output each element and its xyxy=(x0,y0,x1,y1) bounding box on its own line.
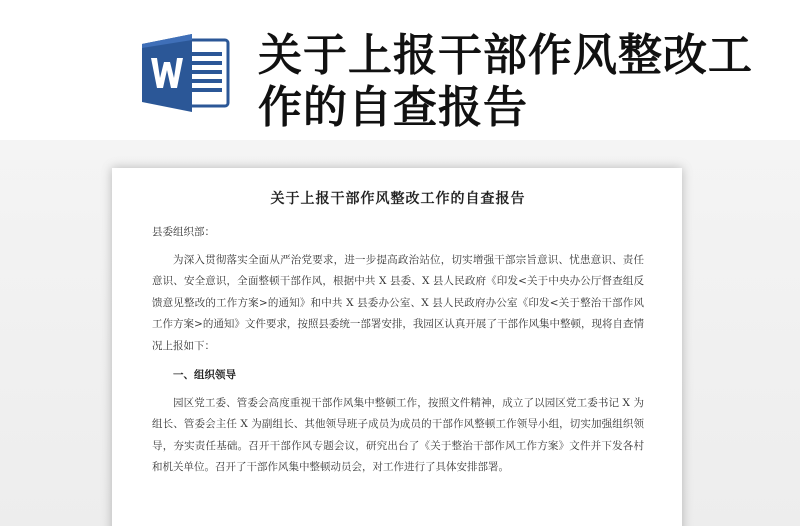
banner xyxy=(0,0,800,140)
word-document-icon xyxy=(142,34,230,112)
document-title: 关于上报干部作风整改工作的自查报告 xyxy=(270,191,526,207)
document-intro-paragraph: 为深入贯彻落实全面从严治党要求，进一步提高政治站位，切实增强干部宗旨意识、忧患意识、责任意识、安全意识，全面整顿干部作风，根据中共 X 县委、X 县人民政府《印发<关于中央办公厅督查组反馈意见整改的工作方案>的通知》和中共 X 县委办公室、X 县人民政府办公室《印发<关于整治干部作风工作方案>的通知》文件要求，按照县委统一部署安排，我园区认真开展了干部作风集中整顿，现将自查情况上报如下： xyxy=(152,253,644,352)
section-body-organization: 园区党工委、管委会高度重视干部作风集中整顿工作，按照文件精神，成立了以园区党工委书记 X 为组长、管委会主任 X 为副组长、其他领导班子成员为成员的干部作风整顿工作领导小组，切实加强组织领导，夯实责任基础。召开干部作风专题会议，研究出台了《关于整治干部作风工作方案》文件并下发各村和机关单位。召开了干部作风集中整顿动员会，对工作进行了具体安排部署。 xyxy=(152,396,644,473)
document-addressee: 县委组织部： xyxy=(152,226,215,238)
section-heading-organization: 一、组织领导 xyxy=(173,369,236,381)
banner-title: 关于上报干部作风整改工作的自查报告 xyxy=(258,30,753,133)
document-page xyxy=(112,168,682,526)
